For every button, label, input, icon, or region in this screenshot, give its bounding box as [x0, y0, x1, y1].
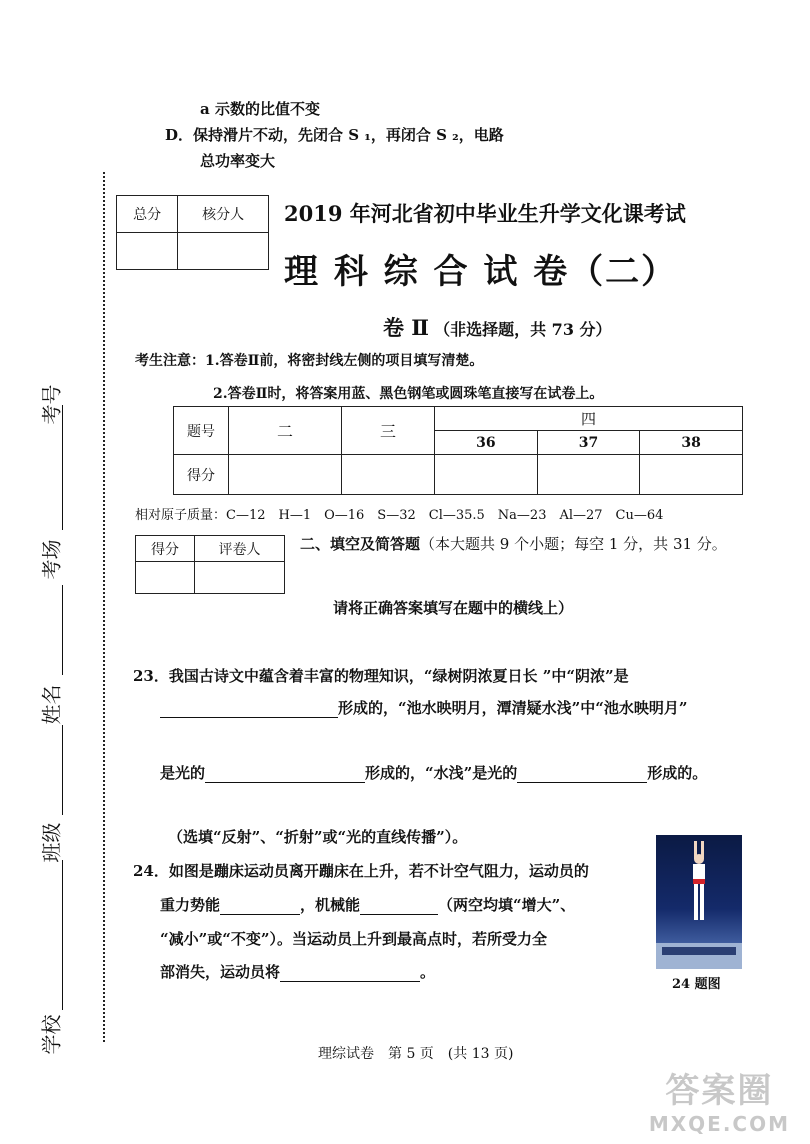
col-section-4: 四 — [435, 407, 743, 431]
grader-name-header: 评卷人 — [195, 536, 285, 562]
side-label-exam-no: 考号 — [39, 384, 64, 425]
exam-title: 2019 年河北省初中毕业生升学文化课考试 — [284, 201, 686, 226]
total-score-box — [116, 195, 269, 270]
q23-blank-3[interactable] — [517, 764, 647, 783]
col-section-3: 三 — [342, 407, 435, 455]
watermark-logo — [649, 1063, 790, 1136]
q24-blank-1[interactable] — [220, 896, 300, 915]
athlete-figure-icon — [656, 835, 742, 969]
watermark-bottom-text: MXQE.COM — [648, 1112, 790, 1136]
score-cell-3[interactable] — [342, 455, 435, 495]
exam-room-fill-line — [62, 440, 63, 530]
trampoline-athlete-photo — [656, 835, 742, 969]
q23-line-2-text: 形成的，“池水映明月，潭清疑水浅”中“池水映明月” — [338, 699, 688, 717]
seal-dotted-line — [103, 172, 105, 1042]
watermark-top-text: 答案圈 — [665, 1071, 774, 1111]
volume-note: （非选择题，共 73 分） — [434, 320, 612, 339]
grader-box — [135, 535, 285, 594]
checker-header: 核分人 — [178, 196, 269, 233]
q23-line-1: 23．我国古诗文中蕴含着丰富的物理知识，“绿树阴浓夏日长 ”中“阴浓”是 — [133, 667, 629, 685]
notice-line-2: 2.答卷Ⅱ时，将答案用蓝、黑色钢笔或圆珠笔直接写在试卷上。 — [213, 386, 604, 402]
col-q37: 37 — [537, 431, 640, 455]
total-score-header: 总分 — [117, 196, 178, 233]
score-cell-37[interactable] — [537, 455, 640, 495]
side-label-exam-room: 考场 — [39, 539, 64, 580]
grader-score-cell[interactable] — [136, 562, 195, 594]
q23-options-note: （选填“反射”、“折射”或“光的直线传播”）。 — [168, 828, 468, 846]
q24-line-2-b: ，机械能 — [300, 896, 361, 914]
checker-cell[interactable] — [178, 233, 269, 270]
col-q36: 36 — [435, 431, 538, 455]
q23-blank-2[interactable] — [205, 764, 365, 783]
score-cell-2[interactable] — [229, 455, 342, 495]
figure-caption: 24 题图 — [672, 977, 721, 992]
prev-question-line-1: a 示数的比值不变 — [200, 100, 320, 118]
prev-question-option-d: D．保持滑片不动，先闭合 S ₁，再闭合 S ₂，电路 — [165, 126, 504, 144]
q24-line-4-a: 部消失，运动员将 — [160, 963, 281, 981]
q23-line-3-a: 是光的 — [160, 764, 206, 782]
side-label-name: 姓名 — [39, 684, 64, 725]
class-fill-line — [62, 725, 63, 815]
name-fill-line — [62, 585, 63, 675]
school-fill-line — [62, 860, 63, 1010]
section-instruction: 请将正确答案填写在题中的横线上） — [333, 599, 574, 617]
q24-line-4-b: 。 — [420, 963, 436, 981]
section-title: 二、填空及简答题 — [300, 535, 421, 553]
side-label-school: 学校 — [39, 1014, 64, 1055]
q24-line-1: 24．如图是蹦床运动员离开蹦床在上升，若不计空气阻力，运动员的 — [133, 862, 589, 880]
score-cell-38[interactable] — [640, 455, 743, 495]
col-q38: 38 — [640, 431, 743, 455]
q24-line-2-a: 重力势能 — [160, 896, 221, 914]
paper-title: 理 科 综 合 试 卷（二） — [284, 252, 678, 292]
row-label-question-no: 题号 — [174, 407, 229, 455]
volume-title: 卷 Ⅱ — [383, 315, 430, 340]
notice-line-1: 考生注意：1.答卷Ⅱ前，将密封线左侧的项目填写清楚。 — [135, 353, 484, 369]
q24-line-2-c: （两空均填“增大”、 — [438, 896, 576, 914]
grader-score-header: 得分 — [136, 536, 195, 562]
q24-blank-3[interactable] — [280, 963, 420, 982]
q23-line-3-c: 形成的。 — [647, 764, 708, 782]
q24-line-3: “减小”或“不变”）。当运动员上升到最高点时，若所受力全 — [160, 930, 548, 948]
atomic-mass-line: 相对原子质量：C—12 H—1 O—16 S—32 Cl—35.5 Na—23 Al—27 Cu—64 — [135, 508, 664, 523]
col-section-2: 二 — [229, 407, 342, 455]
score-table — [173, 406, 743, 495]
q23-blank-1[interactable] — [160, 699, 338, 718]
prev-question-line-3: 总功率变大 — [200, 152, 276, 170]
q24-blank-2[interactable] — [360, 896, 438, 915]
score-cell-36[interactable] — [435, 455, 538, 495]
grader-name-cell[interactable] — [195, 562, 285, 594]
row-label-score: 得分 — [174, 455, 229, 495]
side-label-class: 班级 — [39, 822, 64, 863]
q23-line-3-b: 形成的，“水浅”是光的 — [365, 764, 518, 782]
total-score-cell[interactable] — [117, 233, 178, 270]
page-footer: 理综试卷 第 5 页 (共 13 页) — [318, 1046, 514, 1062]
section-note: （本大题共 9 个小题；每空 1 分，共 31 分。 — [420, 535, 727, 553]
